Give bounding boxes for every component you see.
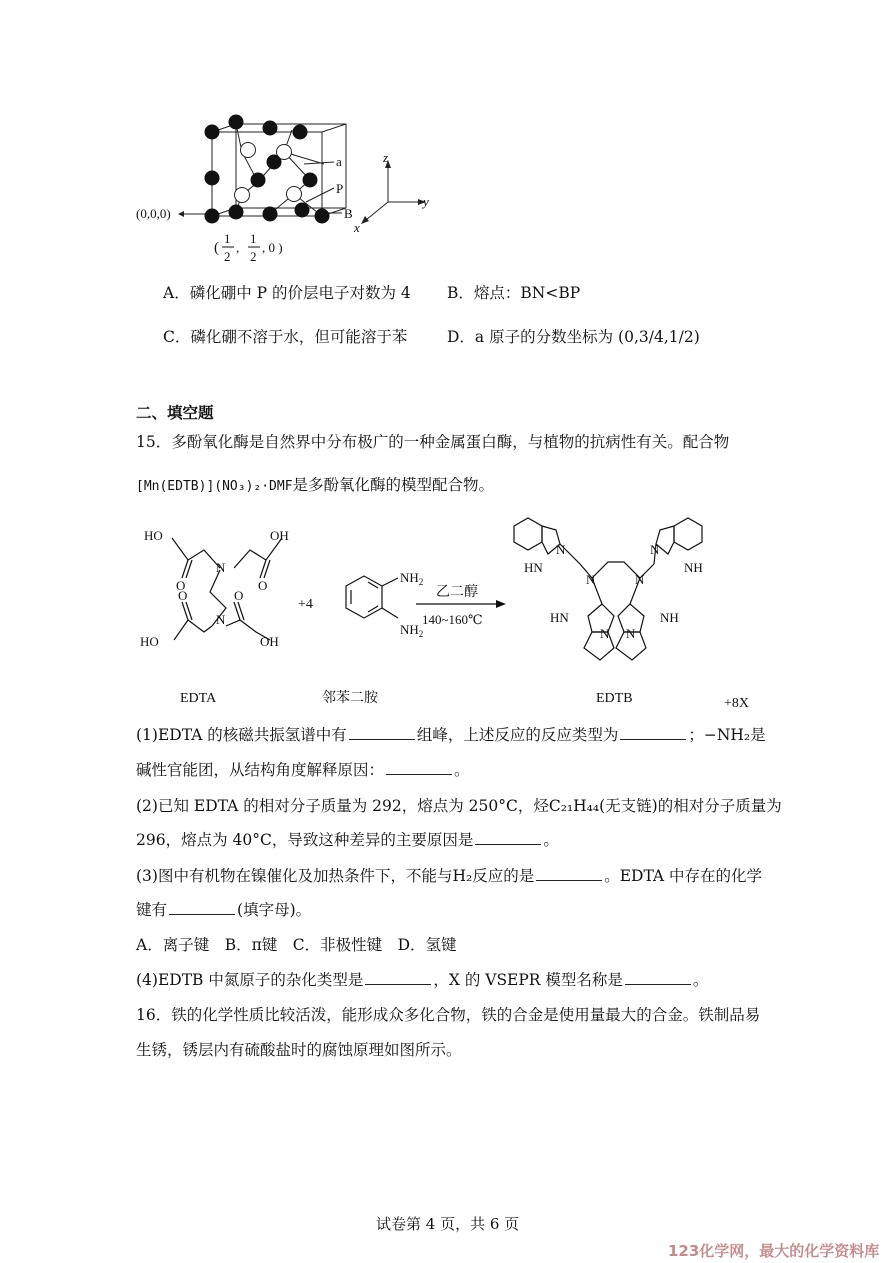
svg-text:N: N: [600, 626, 610, 641]
q16-line2: 生锈，锈层内有硫酸盐时的腐蚀原理如图所示。: [136, 1041, 462, 1059]
axis-z-label: z: [383, 150, 389, 165]
coord-frac2-den: 2: [250, 249, 257, 264]
svg-text:O: O: [258, 578, 268, 593]
answer-blank[interactable]: [625, 970, 691, 985]
coord-comma: ,: [236, 240, 240, 255]
svg-text:NH2: $NH_2$: [400, 570, 424, 587]
byproduct-label: +8X: [724, 696, 750, 708]
option-c: C．磷化硼不溶于水，但可能溶于苯: [163, 328, 408, 346]
amine-label: 邻苯二胺: [322, 691, 378, 706]
arrow-above-text: 乙二醇: [436, 585, 478, 600]
q15-intro-rest: 是多酚氧化酶的模型配合物。: [292, 476, 495, 494]
svg-text:HN: HN: [550, 610, 569, 625]
svg-text:HO: HO: [144, 528, 163, 543]
q16-line1: 16．铁的化学性质比较活泼，能形成众多化合物，铁的合金是使用量最大的合金。铁制品易: [136, 1006, 761, 1024]
coef-plus4: +4: [298, 597, 313, 612]
q15-part1-line1: (1)EDTA 的核磁共振氢谱中有 组峰，上述反应的反应类型为 ；−NH₂是: [136, 726, 766, 744]
q15-intro-line1: 15．多酚氧化酶是自然界中分布极广的一种金属蛋白酶，与植物的抗病性有关。配合物: [136, 433, 730, 451]
svg-text:N: N: [586, 572, 596, 587]
axis-x-label: x: [354, 220, 360, 235]
page-footer: 试卷第 4 页，共 6 页: [376, 1215, 520, 1233]
q15-intro-line2: [136, 475, 494, 497]
option-a: A．磷化硼中 P 的价层电子对数为 4: [163, 284, 411, 302]
q15-part3-line2: 键有 (填字母)。: [136, 901, 312, 919]
reaction-scheme: [130, 508, 770, 708]
svg-text:HN: HN: [524, 560, 543, 575]
label-p: P: [336, 181, 344, 196]
coord-frac1-num: 1: [224, 231, 231, 246]
answer-blank[interactable]: [169, 900, 235, 915]
svg-text:O: O: [178, 588, 188, 603]
answer-blank[interactable]: [475, 830, 541, 845]
q15-part2-line1: (2)已知 EDTA 的相对分子质量为 292，熔点为 250°C，烃C₂₁H₄₄(无支链)的相对分子质量为: [136, 797, 782, 815]
svg-text:NH2: $NH_2$: [400, 622, 424, 639]
svg-text:O: O: [176, 578, 186, 593]
svg-text:O: O: [234, 588, 244, 603]
answer-blank[interactable]: [349, 725, 415, 740]
section-heading: 二、填空题: [136, 403, 214, 422]
svg-text:N: N: [650, 542, 660, 557]
svg-text:OH: OH: [260, 634, 279, 649]
svg-text:N: N: [626, 626, 636, 641]
axis-y-label: y: [423, 194, 429, 209]
svg-text:HO: HO: [140, 634, 159, 649]
option-d-text: D．a 原子的分数坐标为: [447, 328, 614, 346]
coord-frac2-num: 1: [250, 231, 257, 246]
svg-text:N: N: [216, 612, 226, 627]
edta-label: EDTA: [180, 691, 217, 706]
watermark: 123化学网，最大的化学资料库: [668, 1242, 880, 1260]
q15-part1-line2: 碱性官能团，从结构角度解释原因： 。: [136, 761, 470, 779]
label-a: a: [336, 154, 342, 169]
svg-text:OH: OH: [270, 528, 289, 543]
answer-blank[interactable]: [386, 760, 452, 775]
q15-part3-options: A．离子键 B．π键 C．非极性键 D．氢键: [136, 936, 457, 954]
svg-text:N: N: [635, 572, 645, 587]
coord-open: (: [214, 240, 219, 256]
label-b: B: [344, 206, 353, 221]
option-d-coord: (0,3/4,1/2): [618, 328, 700, 346]
svg-text:N: N: [556, 542, 566, 557]
crystal-cell-figure: [130, 110, 440, 270]
q15-part2-line2: 296，熔点为 40°C，导致这种差异的主要原因是 。: [136, 831, 559, 849]
option-d: [447, 325, 700, 347]
complex-formula: [Mn(EDTB)](NO₃)₂·DMF: [136, 479, 293, 494]
q15-part4: (4)EDTB 中氮原子的杂化类型是 ，X 的 VSEPR 模型名称是 。: [136, 971, 709, 989]
answer-blank[interactable]: [365, 970, 431, 985]
option-b: B．熔点：BN<BP: [447, 284, 581, 302]
answer-blank[interactable]: [536, 866, 602, 881]
coord-frac1-den: 2: [224, 249, 231, 264]
edtb-label: EDTB: [596, 691, 633, 706]
coord-zero-close: , 0 ): [262, 240, 283, 255]
arrow-below-text: 140~160℃: [422, 612, 483, 627]
origin-label: (0,0,0): [136, 206, 171, 221]
svg-text:NH: NH: [684, 560, 703, 575]
answer-blank[interactable]: [620, 725, 686, 740]
svg-text:N: N: [216, 560, 226, 575]
q15-part3-line1: (3)图中有机物在镍催化及加热条件下，不能与H₂反应的是 。EDTA 中存在的化学: [136, 867, 763, 885]
svg-text:NH: NH: [660, 610, 679, 625]
